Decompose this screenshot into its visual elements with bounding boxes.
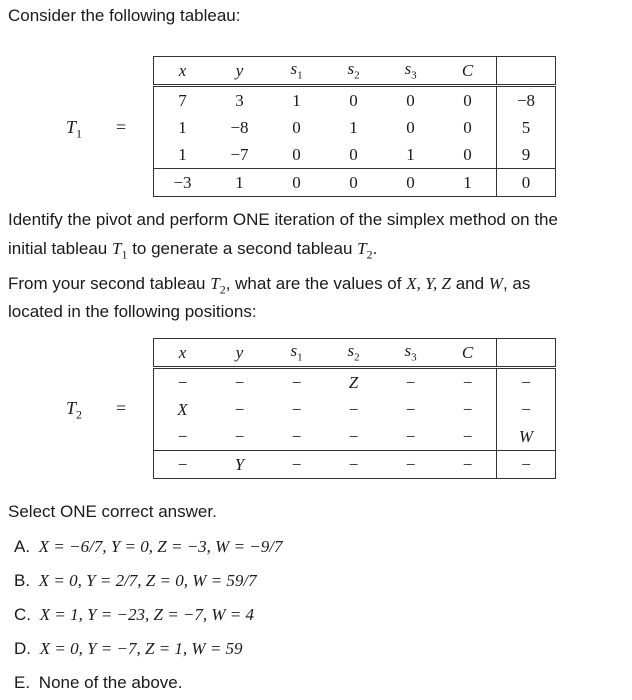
tableau2-cell: − bbox=[268, 368, 325, 397]
tableau1-cell: −7 bbox=[230, 144, 249, 164]
tableau1-cell: 0 bbox=[268, 169, 325, 197]
tableau1-cell: 0 bbox=[292, 117, 301, 137]
tableau2-cell-y: Y bbox=[211, 451, 268, 479]
tableau2-cell: − bbox=[439, 423, 497, 451]
tableau1-cell: 1 bbox=[406, 144, 415, 164]
tableau2-cell: − bbox=[439, 368, 497, 397]
tableau2-cell: − bbox=[405, 399, 416, 419]
tableau2-equals: = bbox=[116, 398, 127, 418]
option-e[interactable] bbox=[14, 670, 182, 696]
tableau1-header-s1: $s_1$ bbox=[268, 57, 325, 86]
tableau1-cell: 0 bbox=[349, 144, 358, 164]
tableau2-cell: − bbox=[234, 426, 245, 446]
tableau2-header-rhs bbox=[497, 339, 556, 368]
tableau2-cell: − bbox=[497, 368, 556, 397]
option-text: None of the above. bbox=[38, 673, 183, 692]
option-letter: E. bbox=[14, 673, 31, 692]
tableau1-cell: 0 bbox=[325, 169, 382, 197]
tableau2-cell: − bbox=[154, 368, 212, 397]
tableau2-cell: − bbox=[348, 399, 359, 419]
option-text: X = −6/7, Y = 0, Z = −3, W = −9/7 bbox=[38, 537, 283, 556]
tableau1-cell: 3 bbox=[211, 86, 268, 115]
option-text: X = 0, Y = −7, Z = 1, W = 59 bbox=[39, 639, 243, 658]
tableau1-label: $T_1$ bbox=[66, 117, 83, 141]
tableau2-cell: − bbox=[154, 423, 212, 451]
tableau1-header-x: x bbox=[154, 57, 212, 86]
instruction-line-1: Identify the pivot and perform ONE iteration of the simplex method on the bbox=[8, 210, 558, 229]
instruction-line-2: initial tableau $T_1$ to generate a second tableau $T_2$. bbox=[8, 239, 378, 262]
option-d[interactable] bbox=[14, 636, 243, 662]
tableau2-cell: − bbox=[234, 399, 245, 419]
tableau1-cell: 0 bbox=[406, 117, 415, 137]
tableau2-cell: − bbox=[325, 451, 382, 479]
tableau2-cell-x: X bbox=[154, 396, 212, 423]
tableau1-cell: 1 bbox=[154, 141, 212, 169]
tableau2-cell-w: W bbox=[497, 423, 556, 451]
option-text: X = 1, Y = −23, Z = −7, W = 4 bbox=[39, 605, 255, 624]
tableau1-cell: 1 bbox=[349, 117, 358, 137]
tableau1-cell: 1 bbox=[439, 169, 497, 197]
tableau1-cell: 0 bbox=[497, 169, 556, 197]
tableau1-cell: 0 bbox=[292, 144, 301, 164]
tableau1-cell: 0 bbox=[382, 86, 439, 115]
tableau1-header-c: C bbox=[439, 57, 497, 86]
tableau2-cell: − bbox=[497, 396, 556, 423]
option-b[interactable] bbox=[14, 568, 257, 594]
tableau2-cell: − bbox=[439, 451, 497, 479]
tableau2-cell: − bbox=[154, 451, 212, 479]
tableau2-header-c: C bbox=[439, 339, 497, 368]
select-prompt: Select ONE correct answer. bbox=[8, 502, 217, 521]
tableau2-header-x: x bbox=[154, 339, 212, 368]
tableau1-cell: 0 bbox=[439, 114, 497, 141]
tableau1-cell: 1 bbox=[154, 114, 212, 141]
tableau1-cell: 0 bbox=[439, 141, 497, 169]
option-c[interactable] bbox=[14, 602, 254, 628]
tableau2-cell: − bbox=[405, 426, 416, 446]
tableau1-cell: 1 bbox=[211, 169, 268, 197]
tableau2-label: $T_2$ bbox=[66, 398, 83, 422]
tableau1 bbox=[153, 56, 556, 197]
tableau2-cell: − bbox=[497, 451, 556, 479]
option-a[interactable] bbox=[14, 534, 283, 560]
intro-text: Consider the following tableau: bbox=[8, 6, 241, 25]
tableau2-cell: − bbox=[211, 368, 268, 397]
tableau2-cell: − bbox=[382, 451, 439, 479]
from-line-1: From your second tableau $T_2$, what are the values of X, Y, Z and W, as bbox=[8, 274, 531, 297]
tableau1-cell: 5 bbox=[497, 114, 556, 141]
tableau2-header-s2: $s_2$ bbox=[325, 339, 382, 368]
tableau2-cell-z: Z bbox=[325, 368, 382, 397]
option-letter: A. bbox=[14, 537, 31, 556]
tableau1-header-rhs bbox=[497, 57, 556, 86]
tableau1-cell: 7 bbox=[154, 86, 212, 115]
tableau1-cell: 0 bbox=[325, 86, 382, 115]
tableau2-header-s3: $s_3$ bbox=[382, 339, 439, 368]
tableau1-cell: −3 bbox=[154, 169, 212, 197]
tableau2-cell: − bbox=[348, 426, 359, 446]
option-letter: D. bbox=[14, 639, 31, 658]
tableau2-header-s1: $s_1$ bbox=[268, 339, 325, 368]
from-line-2: located in the following positions: bbox=[8, 302, 257, 321]
tableau2 bbox=[153, 338, 556, 479]
tableau1-cell: 1 bbox=[268, 86, 325, 115]
tableau1-cell: 0 bbox=[382, 169, 439, 197]
tableau1-header-y: y bbox=[211, 57, 268, 86]
tableau1-cell: 0 bbox=[439, 86, 497, 115]
tableau1-cell: 9 bbox=[497, 141, 556, 169]
tableau2-cell: − bbox=[382, 368, 439, 397]
option-letter: C. bbox=[14, 605, 31, 624]
tableau1-header-s2: $s_2$ bbox=[325, 57, 382, 86]
tableau1-cell: −8 bbox=[230, 117, 249, 137]
tableau2-cell: − bbox=[291, 426, 302, 446]
tableau2-cell: − bbox=[439, 396, 497, 423]
tableau1-header-s3: $s_3$ bbox=[382, 57, 439, 86]
tableau2-cell: − bbox=[291, 399, 302, 419]
option-letter: B. bbox=[14, 571, 31, 590]
tableau1-equals: = bbox=[116, 117, 127, 137]
option-text: X = 0, Y = 2/7, Z = 0, W = 59/7 bbox=[38, 571, 257, 590]
tableau1-cell: −8 bbox=[497, 86, 556, 115]
tableau2-header-y: y bbox=[211, 339, 268, 368]
tableau2-cell: − bbox=[268, 451, 325, 479]
